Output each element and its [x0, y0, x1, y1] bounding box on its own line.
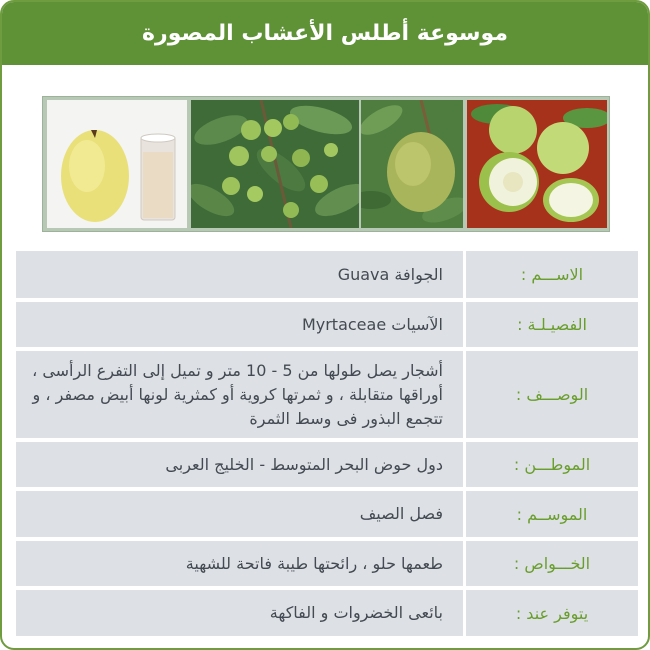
row-value: فصل الصيف	[16, 491, 463, 537]
guava-on-branch-image	[361, 100, 463, 228]
table-row-description	[16, 351, 638, 438]
row-value: بائعى الخضروات و الفاكهة	[16, 590, 463, 636]
row-value: أشجار يصل طولها من 5 - 10 متر و تميل إلى التفرع الرأسى ، أوراقها متقابلة ، و ثمرتها كروية أو كمثرية لونها أبيض مصفر ، و تتجمع البذور فى وسط الثمرة	[16, 351, 463, 438]
table-row-name	[16, 251, 638, 298]
cut-guava-image	[467, 100, 607, 228]
table-row-season	[16, 491, 638, 537]
table-row-habitat	[16, 442, 638, 487]
row-label: الموطـــن :	[466, 442, 638, 487]
row-label: الوصـــف :	[466, 351, 638, 438]
info-table	[16, 251, 638, 639]
guava-tree-image	[191, 100, 359, 228]
row-value: دول حوض البحر المتوسط - الخليج العربى	[16, 442, 463, 487]
table-row-family	[16, 302, 638, 347]
row-value: الآسيات Myrtaceae	[16, 302, 463, 347]
row-label: يتوفر عند :	[466, 590, 638, 636]
row-label: الفصيـلـة :	[466, 302, 638, 347]
image-strip	[42, 96, 610, 232]
row-value: الجوافة Guava	[16, 251, 463, 298]
table-row-availability	[16, 590, 638, 636]
row-value: طعمها حلو ، رائحتها طيبة فاتحة للشهية	[16, 541, 463, 586]
row-label: الاســـم :	[466, 251, 638, 298]
row-label: الموســم :	[466, 491, 638, 537]
guava-fruit-and-juice-image	[47, 100, 187, 228]
row-label: الخـــواص :	[466, 541, 638, 586]
page-title: موسوعة أطلس الأعشاب المصورة	[2, 2, 648, 65]
table-row-properties	[16, 541, 638, 586]
